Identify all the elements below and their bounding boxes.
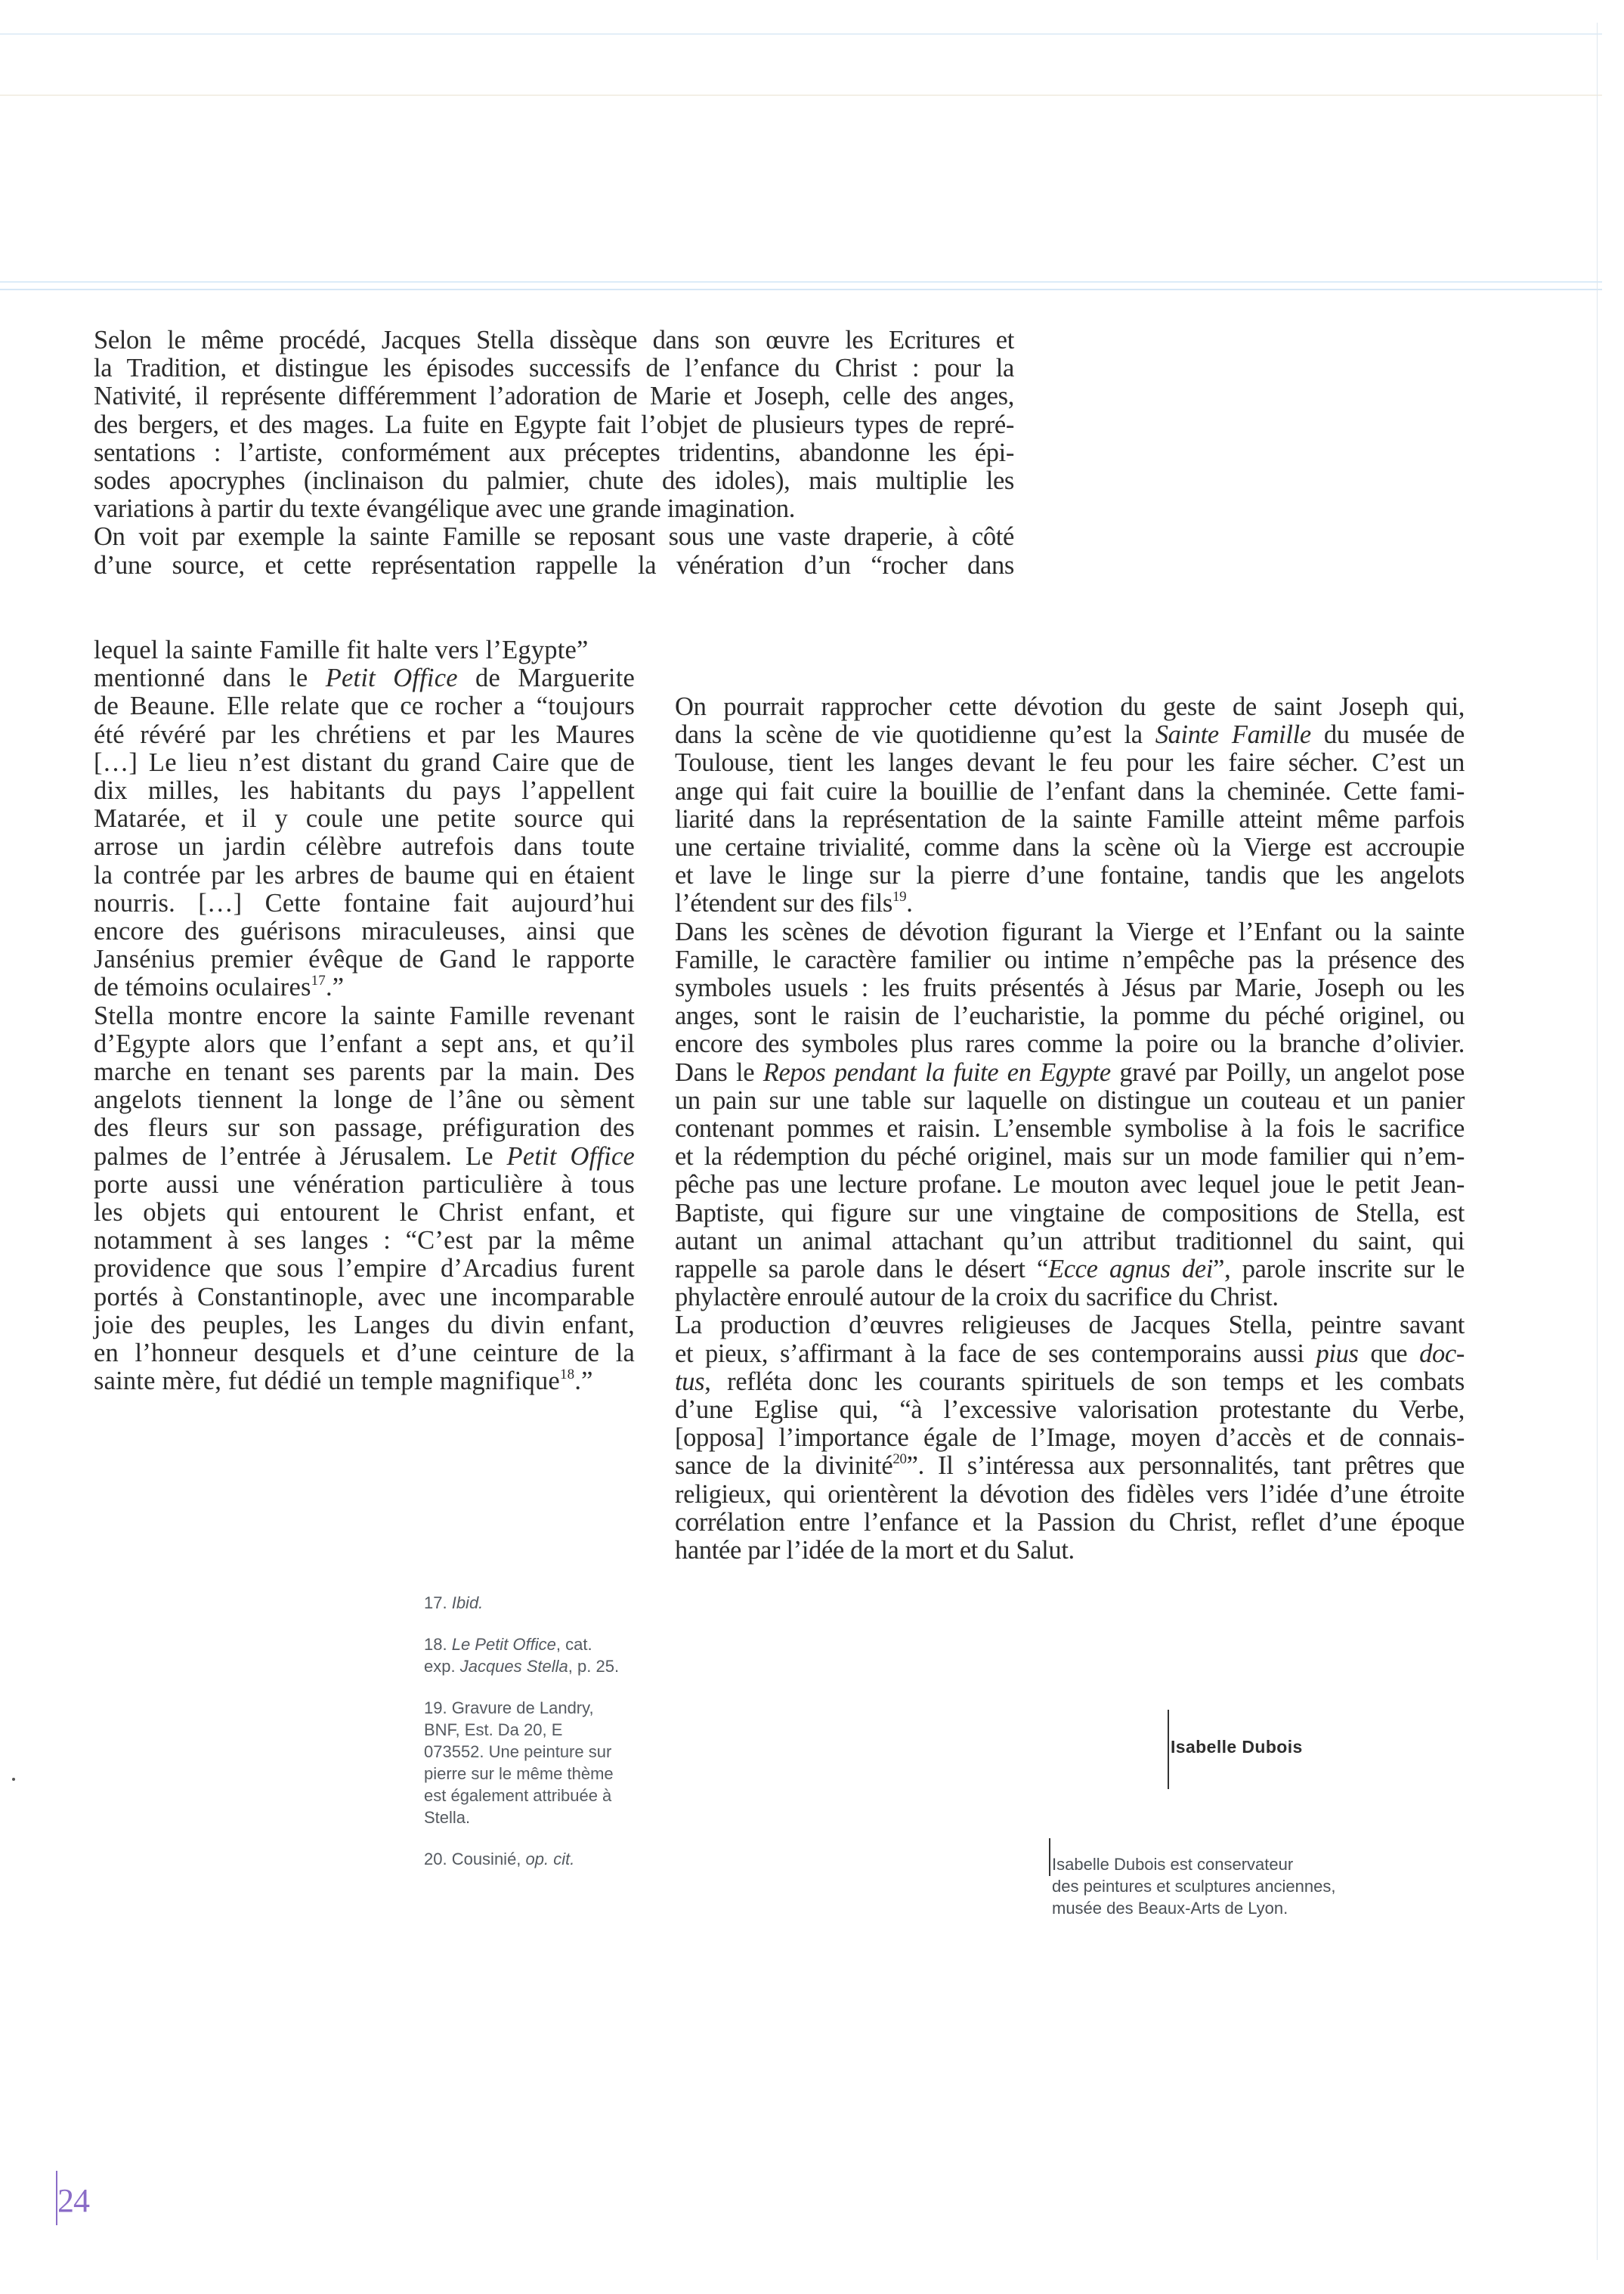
- text-run: .”: [574, 1367, 593, 1396]
- text-line: en l’honneur desquels et d’une ceinture de la: [94, 1339, 635, 1368]
- text-line: et lave le linge sur la pierre d’une fontaine, tandis que les angelots: [675, 861, 1465, 890]
- latin-word: doc-: [1419, 1339, 1465, 1368]
- text-line: pêche pas une lecture profane. Le mouton avec lequel joue le petit Jean-: [675, 1170, 1465, 1200]
- text-line: portés à Constantinople, avec une incomparable: [94, 1282, 635, 1311]
- text-line: des fleurs sur son passage, préfiguration des: [94, 1113, 635, 1143]
- text-line: Jansénius premier évêque de Gand le rapporte: [94, 945, 635, 974]
- work-title: Repos pendant la fuite en Egypte: [763, 1057, 1111, 1087]
- right-margin-rule: [1597, 23, 1598, 2260]
- article-left-column: [94, 636, 635, 1395]
- text-line: corrélation entre l’enfance et la Passion du Christ, reflet d’une époque: [675, 1507, 1465, 1537]
- text-line: la contrée par les arbres de baume qui en étaient: [94, 860, 635, 890]
- text-line: [675, 1340, 1465, 1368]
- text-line: Matarée, et il y coule une petite source qui: [94, 804, 635, 834]
- bio-line: des peintures et sculptures anciennes,: [1052, 1877, 1336, 1896]
- article-intro-block: [94, 327, 1014, 580]
- footnote-text: Ibid.: [451, 1593, 484, 1612]
- text-line: [675, 721, 1465, 749]
- text-line: de Beaune. Elle relate que ce rocher a “toujours: [94, 692, 635, 721]
- text-line: [94, 1143, 635, 1171]
- text-line: […] Le lieu n’est distant du grand Caire que de: [94, 748, 635, 777]
- text-line: ange qui fait cuire la bouillie de l’enfant dans la cheminée. Cette fami-: [675, 776, 1465, 806]
- latin-quote: Ecce agnus dei: [1047, 1255, 1214, 1284]
- text-line: contenant pommes et raisin. L’ensemble symbolise à la fois le sacrifice: [675, 1114, 1465, 1144]
- footnote-number: 17.: [424, 1593, 452, 1612]
- text-run: gravé par Poilly, un angelot pose: [1110, 1057, 1465, 1087]
- author-bio: [1052, 1853, 1400, 1919]
- text-line: phylactère enroulé autour de la croix du sacrifice du Christ.: [675, 1283, 1279, 1312]
- text-run: sainte mère, fut dédié un temple magnifique: [94, 1367, 560, 1396]
- footnote-18: [424, 1633, 620, 1677]
- footnote-text: , cat. exp.: [424, 1635, 592, 1676]
- header-rule-mid: [0, 94, 1602, 96]
- text-line: marche en tenant ses parents par la main. Des: [94, 1057, 635, 1087]
- text-line: anges, sont le raisin de l’eucharistie, la pomme du péché originel, ou: [675, 1001, 1465, 1031]
- bio-rule: [1049, 1838, 1050, 1876]
- text-line: un pain sur une table sur laquelle on distingue un couteau et un panier: [675, 1085, 1465, 1115]
- text-line: nourris. […] Cette fontaine fait aujourd’hui: [94, 888, 635, 918]
- work-title: Le Petit Office: [451, 1635, 556, 1654]
- footnote-number: 18.: [424, 1635, 452, 1654]
- text-line: Stella montre encore la sainte Famille revenant: [94, 1001, 635, 1030]
- author-signature: Isabelle Dubois: [1171, 1737, 1303, 1757]
- text-line: encore des symboles plus rares comme la poire ou la branche d’olivier.: [675, 1029, 1465, 1059]
- text-line: été révéré par les chrétiens et par les Maures: [94, 720, 635, 749]
- text-run: rappelle sa parole dans le désert “: [675, 1255, 1048, 1284]
- text-line: On pourrait rapprocher cette dévotion du geste de saint Joseph qui,: [675, 692, 1465, 721]
- text-line: Dans les scènes de dévotion figurant la Vierge et l’Enfant ou la sainte: [675, 917, 1465, 946]
- text-line: d’une Eglise qui, “à l’excessive valorisation protestante du Verbe,: [675, 1395, 1465, 1425]
- text-line: providence que sous l’empire d’Arcadius furent: [94, 1254, 635, 1283]
- text-run: mentionné dans le: [94, 664, 326, 693]
- text-line: et la rédemption du péché originel, mais sur un mode familier qui n’em-: [675, 1142, 1465, 1172]
- text-run: que: [1358, 1339, 1420, 1368]
- text-run: .: [906, 889, 913, 918]
- article-right-column: [675, 693, 1465, 1565]
- text-run: ”. Il s’intéressa aux personnalités, tant prêtres que: [906, 1451, 1465, 1481]
- page-number: 24: [57, 2182, 89, 2219]
- text-line: Toulouse, tient les langes devant le feu pour les faire sécher. C’est un: [675, 748, 1465, 778]
- margin-mark: [12, 1778, 15, 1781]
- text-run: de Marguerite: [457, 664, 635, 693]
- text-run: dans la scène de vie quotidienne qu’est la: [675, 720, 1155, 750]
- text-line: liarité dans la représentation de la sainte Famille atteint même parfois: [675, 804, 1465, 834]
- text-run: , refléta donc les courants spirituels de son temps et les combats: [704, 1367, 1465, 1396]
- text-line: une certaine trivialité, comme dans la scène où la Vierge est accroupie: [675, 833, 1465, 862]
- text-line: Famille, le caractère familier ou intime n’empêche pas la présence des: [675, 945, 1465, 974]
- text-line: dix milles, les habitants du pays l’appellent: [94, 776, 635, 806]
- text-line: symboles usuels : les fruits présentés à Jésus par Marie, Joseph ou les: [675, 974, 1465, 1003]
- footnote-text: 20. Cousinié,: [424, 1850, 526, 1868]
- work-title: Petit Office: [506, 1141, 635, 1171]
- footnote-19: 19. Gravure de Landry, BNF, Est. Da 20, E 073552. Une peinture sur pierre sur le même thème est également attribuée à Stella.: [424, 1698, 614, 1827]
- text-run: sance de la divinité: [675, 1451, 893, 1481]
- text-run: palmes de l’entrée à Jérusalem. Le: [94, 1141, 507, 1171]
- text-line: les objets qui entourent le Christ enfant, et: [94, 1198, 635, 1227]
- footnote-ref-18[interactable]: 18: [559, 1367, 575, 1383]
- footnote-ref-19[interactable]: 19: [892, 889, 907, 906]
- footnote-ref-20[interactable]: 20: [892, 1451, 907, 1468]
- text-run: Dans le: [675, 1057, 763, 1087]
- text-line: [675, 1368, 1465, 1396]
- header-rule-double-b: [0, 289, 1602, 290]
- text-line: Baptiste, qui figure sur une vingtaine de compositions de Stella, est: [675, 1198, 1465, 1227]
- text-line: variations à partir du texte évangélique avec une grande imagination.: [94, 494, 796, 524]
- text-line: lequel la sainte Famille fit halte vers l’Egypte”: [94, 636, 589, 664]
- header-rule-top: [0, 33, 1602, 35]
- text-line: arrose un jardin célèbre autrefois dans toute: [94, 832, 635, 862]
- work-title: Jacques Stella: [459, 1657, 568, 1676]
- text-line: On voit par exemple la sainte Famille se reposant sous une vaste draperie, à côté: [94, 522, 1014, 552]
- footnotes: [424, 1592, 620, 1890]
- text-line: [675, 1255, 1465, 1283]
- text-line: [675, 890, 1465, 918]
- text-line: joie des peuples, les Langes du divin enfant,: [94, 1310, 635, 1339]
- footnote-17: [424, 1592, 620, 1614]
- text-line: [opposa] l’importance égale de l’Image, moyen d’accès et de connais-: [675, 1423, 1465, 1453]
- work-title: Petit Office: [325, 664, 458, 693]
- text-run: l’étendent sur des fils: [675, 889, 892, 918]
- text-line: sodes apocryphes (inclinaison du palmier, chute des idoles), mais multiplie les: [94, 466, 1014, 496]
- text-run: et pieux, s’affirmant à la face de ses contemporains aussi: [675, 1339, 1316, 1368]
- text-line: angelots tiennent la longe de l’âne ou sèment: [94, 1085, 635, 1115]
- text-line: porte aussi une vénération particulière à tous: [94, 1169, 635, 1199]
- latin-word: pius: [1316, 1339, 1359, 1368]
- text-run: de témoins oculaires: [94, 973, 311, 1002]
- text-line: La production d’œuvres religieuses de Jacques Stella, peintre savant: [675, 1311, 1465, 1340]
- text-line: encore des guérisons miraculeuses, ainsi que: [94, 917, 635, 946]
- latin-word: tus: [675, 1367, 705, 1396]
- signature-rule: [1168, 1710, 1169, 1789]
- header-rule-double-a: [0, 281, 1602, 283]
- text-line: [94, 974, 635, 1001]
- work-title: Sainte Famille: [1155, 720, 1311, 750]
- text-line: hantée par l’idée de la mort et du Salut.: [675, 1536, 1075, 1565]
- text-run: ”, parole inscrite sur le: [1213, 1255, 1465, 1284]
- text-line: Selon le même procédé, Jacques Stella dissèque dans son œuvre les Ecritures et: [94, 326, 1014, 354]
- footnote-text: op. cit.: [525, 1850, 575, 1868]
- footnote-ref-17[interactable]: 17: [311, 973, 326, 989]
- text-line: notamment à ses langes : “C’est par la même: [94, 1226, 635, 1255]
- text-line: autant un animal attachant qu’un attribut traditionnel du saint, qui: [675, 1226, 1465, 1255]
- text-line: religieux, qui orientèrent la dévotion des fidèles vers l’idée d’une étroite: [675, 1479, 1465, 1509]
- text-line: [94, 664, 635, 692]
- text-line: Nativité, il représente différemment l’adoration de Marie et Joseph, celle des anges,: [94, 382, 1014, 411]
- footnote-text: , p. 25.: [568, 1657, 620, 1676]
- text-line: des bergers, et des mages. La fuite en Egypte fait l’objet de plusieurs types de repré-: [94, 410, 1014, 439]
- footnote-20: [424, 1848, 620, 1870]
- text-line: [94, 1367, 635, 1395]
- text-line: [675, 1452, 1465, 1480]
- bio-line: musée des Beaux-Arts de Lyon.: [1052, 1899, 1288, 1918]
- text-run: .”: [325, 973, 345, 1002]
- text-line: d’Egypte alors que l’enfant a sept ans, et qu’il: [94, 1029, 635, 1058]
- text-line: sentations : l’artiste, conformément aux préceptes tridentins, abandonne les épi-: [94, 438, 1014, 467]
- text-line: la Tradition, et distingue les épisodes successifs de l’enfance du Christ : pour la: [94, 354, 1014, 383]
- text-line: d’une source, et cette représentation rappelle la vénération d’un “rocher dans: [94, 550, 1014, 580]
- text-line: [675, 1059, 1465, 1087]
- bio-line: Isabelle Dubois est conservateur: [1052, 1855, 1294, 1874]
- text-run: du musée de: [1310, 720, 1465, 750]
